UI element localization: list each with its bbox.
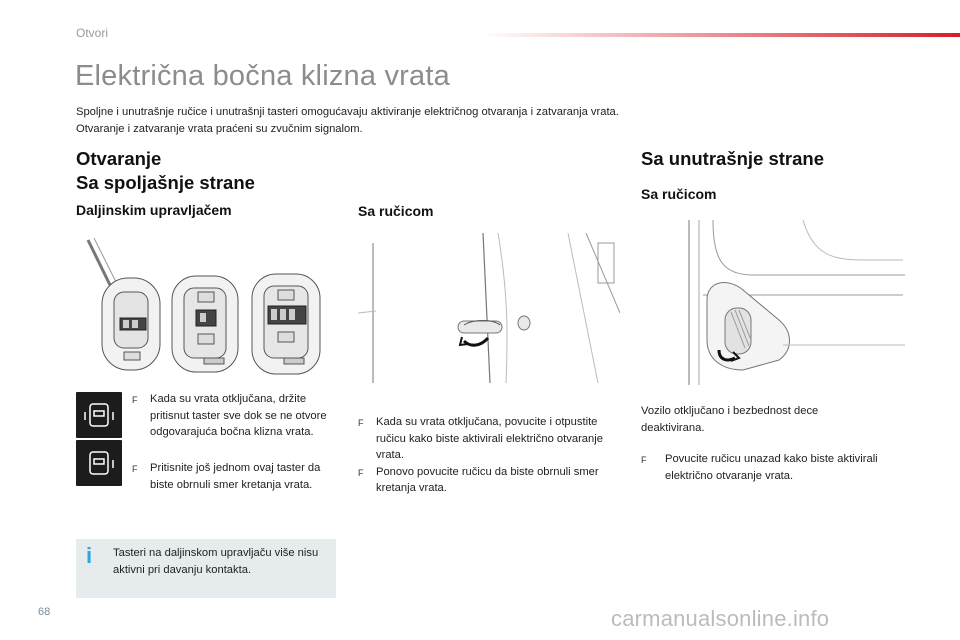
inside-bullet-1 bbox=[641, 451, 911, 484]
bullet-mark: F bbox=[358, 467, 364, 478]
heading-inside-handle: Sa ručicom bbox=[641, 186, 717, 202]
sliding-door-button-icon bbox=[76, 392, 122, 438]
handle-bullet-1-text: Kada su vrata otključana, povucite i otpustite ručicu kako biste aktivirali električno otvaranje vrata. bbox=[376, 416, 603, 461]
bullet-mark: F bbox=[132, 464, 138, 474]
remote-bullet-1-text: Kada su vrata otključana, držite pritisnut taster sve dok se ne otvore odgovarajuća bočna klizna vrata. bbox=[150, 393, 327, 438]
remote-keys-illustration bbox=[80, 230, 340, 380]
inside-bullet-1-text: Povucite ručicu unazad kako biste aktivirali električno otvaranje vrata. bbox=[665, 453, 878, 482]
handle-bullet-1 bbox=[358, 414, 608, 464]
handle-bullet-2 bbox=[358, 464, 608, 497]
page-number: 68 bbox=[38, 606, 51, 618]
header-accent-line bbox=[480, 33, 960, 37]
bullet-mark: F bbox=[132, 395, 138, 405]
section-label: Otvori bbox=[76, 26, 109, 40]
interior-handle-illustration bbox=[683, 220, 905, 385]
heading-remote-control: Daljinskim upravljačem bbox=[76, 202, 232, 218]
page-title: Električna bočna klizna vrata bbox=[75, 60, 450, 92]
remote-bullet-1 bbox=[132, 391, 338, 441]
heading-from-inside: Sa unutrašnje strane bbox=[641, 148, 825, 169]
handle-bullets bbox=[358, 414, 608, 497]
watermark: carmanualsonline.info bbox=[611, 606, 830, 631]
info-icon: i bbox=[86, 543, 93, 568]
heading-with-handle: Sa ručicom bbox=[358, 203, 434, 219]
intro-line-1: Spoljne i unutrašnje ručice i unutrašnji tasteri omogućavaju aktiviranje električnog otvaranja i zatvaranja vrata. bbox=[76, 106, 619, 118]
intro-text bbox=[76, 104, 776, 138]
handle-bullet-2-text: Ponovo povucite ručicu da biste obrnuli smer kretanja vrata. bbox=[376, 465, 599, 494]
heading-from-outside: Sa spoljašnje strane bbox=[76, 172, 255, 193]
bullet-mark: F bbox=[641, 455, 647, 465]
intro-line-2: Otvaranje i zatvaranje vrata praćeni su zvučnim signalom. bbox=[76, 123, 363, 135]
info-note-text: Tasteri na daljinskom upravljaču više nisu aktivni pri davanju kontakta. bbox=[113, 547, 319, 576]
bullet-mark: F bbox=[358, 418, 364, 428]
heading-opening: Otvaranje bbox=[76, 148, 162, 169]
exterior-handle-illustration bbox=[358, 233, 620, 383]
sliding-door-button-icon bbox=[76, 440, 122, 486]
remote-bullet-2-text: Pritisnite još jednom ovaj taster da biste obrnuli smer kretanja vrata. bbox=[150, 462, 321, 491]
child-safety-status: Vozilo otključano i bezbednost dece deaktivirana. bbox=[641, 405, 819, 434]
remote-bullet-2 bbox=[132, 460, 332, 493]
